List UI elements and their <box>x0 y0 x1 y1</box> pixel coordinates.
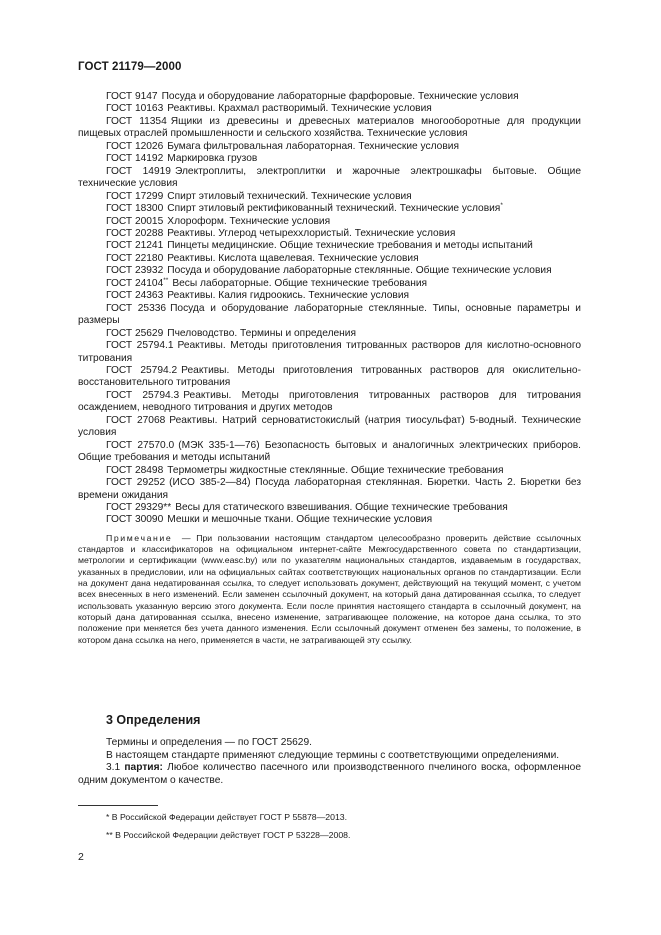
reference-title: Пчеловодство. Термины и определения <box>167 327 357 339</box>
reference-title: Электроплиты, электроплитки и жарочные электрошкафы бытовые. Общие технические условия <box>78 165 581 190</box>
reference-title: Реактивы. Кислота щавелевая. Технические условия <box>167 252 419 264</box>
reference-item <box>78 166 581 191</box>
reference-item <box>78 240 581 252</box>
definitions-paragraph-1: Термины и определения — по ГОСТ 25629. <box>106 737 312 748</box>
section-title: 3 Определения <box>106 713 201 727</box>
reference-title: Реактивы. Натрий серноватистокислый (натрия тиосульфат) 5-водный. Технические условия <box>78 414 581 439</box>
footnote-marker: * <box>500 202 503 210</box>
reference-item <box>78 514 581 526</box>
reference-title: Реактивы. Методы приготовления титрованных растворов для окислительно-восстановительного титрования <box>78 364 581 389</box>
reference-item <box>78 390 581 415</box>
reference-item <box>78 340 581 365</box>
reference-title: Спирт этиловый технический. Технические условия <box>167 190 412 202</box>
reference-item <box>78 365 581 390</box>
reference-title: Реактивы. Методы приготовления титрованных растворов для кислотно-основного титрования <box>78 340 582 364</box>
reference-number: ГОСТ 9147 <box>106 91 158 102</box>
definition-term: партия: <box>124 762 163 773</box>
reference-item <box>78 216 581 228</box>
reference-item <box>78 116 581 141</box>
reference-title: Термометры жидкостные стеклянные. Общие технические требования <box>167 464 504 476</box>
reference-item <box>78 465 581 477</box>
reference-item <box>78 253 581 265</box>
reference-number: ГОСТ 27068 <box>106 414 166 426</box>
note-text: — При пользовании настоящим стандартом целесообразно проверить действие ссылочных стандартов и классификаторов на официальном интернет-сайте Межгосударственного совета по стандартизации, метрологии и сертификации (www.easc.by) или по указателям национальных стандартов, издаваемым в государствах, указанных в предисловии, или на официальных сайтах соответствующих национальных органов по стандартизации. Если на документ дана недатированная ссылка, то следует использовать документ, действующий на текущий момент, с учетом всех внесенных в него изменений. Если заменен ссылочный документ, на который дана датированная ссылка, то следует использовать указанную версию этого документа. Если после принятия настоящего стандарта в ссылочный документ, на который дана датированная ссылка, внесено изменение, затрагивающее положение, на которое дана ссылка, то это положение при меняется без учета данного изменения. Если ссылочный документ отменен без замены, то положение, в котором дана ссылка на него, применяется в части, не затрагивающей эту ссылку. <box>78 532 581 645</box>
document-header: ГОСТ 21179—2000 <box>78 61 182 73</box>
reference-number: ГОСТ 18300 <box>106 203 164 215</box>
reference-number: ГОСТ 25336 <box>106 302 167 314</box>
reference-title: Бумага фильтровальная лабораторная. Технические условия <box>167 140 459 152</box>
reference-item <box>78 141 581 153</box>
reference-item <box>78 303 581 328</box>
note-label: Примечание <box>106 532 173 543</box>
reference-title: Реактивы. Крахмал растворимый. Технические условия <box>167 103 432 115</box>
footnote-1: * В Российской Федерации действует ГОСТ Р 55878—2013. <box>106 812 348 822</box>
reference-item <box>78 153 581 165</box>
reference-number: ГОСТ 14919 <box>106 165 171 177</box>
reference-number: ГОСТ 21241 <box>106 240 164 252</box>
reference-item <box>78 440 581 465</box>
reference-title: Посуда и оборудование лабораторные фарфоровые. Технические условия <box>161 91 519 102</box>
reference-number: ГОСТ 25794.2 <box>106 364 178 376</box>
reference-number: ГОСТ 24104 <box>106 277 164 289</box>
reference-number: ГОСТ 20015 <box>106 215 164 227</box>
reference-item <box>78 265 581 277</box>
reference-number: ГОСТ 23932 <box>106 265 164 277</box>
reference-title: Реактивы. Калия гидроокись. Технические условия <box>167 290 410 302</box>
reference-title: Посуда и оборудование лабораторные стеклянные. Общие технические условия <box>167 265 552 277</box>
reference-item <box>78 328 581 340</box>
reference-title: (МЭК 335-1—76) Безопасность бытовых и аналогичных электрических приборов. Общие требования и методы испытаний <box>78 439 582 464</box>
footnote-2: ** В Российской Федерации действует ГОСТ Р 53228—2008. <box>106 830 351 840</box>
reference-title: (ИСО 385-2—84) Посуда лабораторная стеклянная. Бюретки. Часть 2. Бюретки без времени ожидания <box>78 477 581 501</box>
definition-item <box>78 762 581 787</box>
reference-number: ГОСТ 27570.0 <box>106 439 175 451</box>
reference-number: ГОСТ 29252 <box>106 477 166 489</box>
footnote-marker: ** <box>163 276 169 284</box>
reference-number: ГОСТ 25629 <box>106 327 164 339</box>
reference-item <box>78 191 581 203</box>
reference-title: Посуда и оборудование лабораторные стеклянные. Типы, основные параметры и размеры <box>78 302 581 327</box>
reference-number: ГОСТ 10163 <box>106 103 164 115</box>
reference-title: Весы для статического взвешивания. Общие технические требования <box>175 501 508 513</box>
reference-title: Спирт этиловый ректификованный технический. Технические условия <box>167 203 501 215</box>
reference-number: ГОСТ 29329** <box>106 501 172 513</box>
reference-number: ГОСТ 11354 <box>106 115 167 127</box>
note-paragraph <box>78 533 581 646</box>
footnote-separator <box>78 805 158 806</box>
reference-title: Мешки и мешочные ткани. Общие технические условия <box>167 514 433 526</box>
reference-item <box>78 91 581 103</box>
reference-title: Весы лабораторные. Общие технические требования <box>172 277 428 289</box>
reference-number: ГОСТ 22180 <box>106 252 164 264</box>
reference-title: Хлороформ. Технические условия <box>167 215 331 227</box>
reference-number: ГОСТ 30090 <box>106 514 164 526</box>
reference-number: ГОСТ 14192 <box>106 153 164 165</box>
reference-number: ГОСТ 25794.3 <box>106 389 180 401</box>
page-number: 2 <box>78 851 84 863</box>
reference-title: Ящики из древесины и древесных материалов многооборотные для продукции пищевых отраслей промышленности и сельского хозяйства. Технические условия <box>78 115 581 140</box>
reference-item <box>78 278 581 290</box>
reference-title: Реактивы. Углерод четыреххлористый. Технические условия <box>167 227 456 239</box>
reference-item <box>78 477 581 502</box>
reference-item <box>78 415 581 440</box>
reference-number: ГОСТ 28498 <box>106 464 164 476</box>
section-definitions <box>78 713 581 787</box>
reference-item <box>78 103 581 115</box>
reference-title: Маркировка грузов <box>167 153 258 165</box>
normative-references <box>78 91 581 646</box>
definitions-paragraph-2: В настоящем стандарте применяют следующие термины с соответствующими определениями. <box>106 749 560 761</box>
reference-number: ГОСТ 12026 <box>106 140 164 152</box>
reference-number: ГОСТ 25794.1 <box>106 340 174 352</box>
reference-title: Пинцеты медицинские. Общие технические требования и методы испытаний <box>167 240 533 252</box>
reference-number: ГОСТ 20288 <box>106 227 164 239</box>
reference-item <box>78 290 581 302</box>
reference-title: Реактивы. Методы приготовления титрованных растворов для титрования осаждением, неводного титрования и других методов <box>78 389 582 414</box>
reference-item <box>78 502 581 514</box>
reference-number: ГОСТ 17299 <box>106 190 164 202</box>
definition-text: Любое количество пасечного или производственного пчелиного воска, оформленное одним документом о качестве. <box>78 762 581 786</box>
reference-item <box>78 228 581 240</box>
definition-number: 3.1 <box>106 762 121 773</box>
reference-item <box>78 203 581 215</box>
reference-number: ГОСТ 24363 <box>106 290 164 302</box>
